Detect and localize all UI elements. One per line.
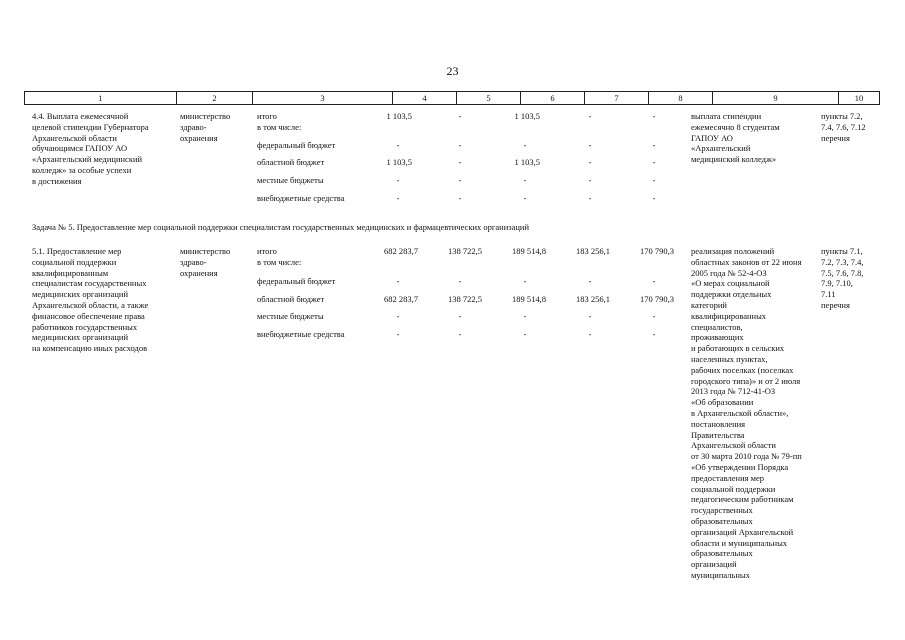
header-col-1: 1 <box>25 92 177 104</box>
value-5-1-r3-c1: - <box>458 311 462 321</box>
executor-4-4: министерство здраво- охранения <box>180 111 231 143</box>
source-local-5-1: местные бюджеты <box>257 311 324 321</box>
value-5-1-r1-c4: - <box>652 276 656 286</box>
value-5-1-r2-c0: 682 283,7 <box>384 294 418 304</box>
value-5-1-r1-c3: - <box>588 276 592 286</box>
value-4-4-r0-c2: 1 103,5 <box>514 111 540 121</box>
value-4-4-r2-c4: - <box>652 157 656 167</box>
value-5-1-r0-c3: 183 256,1 <box>576 246 610 256</box>
value-5-1-r0-c0: 682 283,7 <box>384 246 418 256</box>
header-col-3: 3 <box>253 92 393 104</box>
activity-5-1: 5.1. Предоставление мер социальной поддержки квалифицированным специалистам государственных медицинских организаций Архангельской области, а также финансовое обеспечение права работников государственных медицинских организаций на компенсацию иных расходов <box>32 246 149 354</box>
source-federal-4-4: федеральный бюджет <box>257 140 336 150</box>
value-5-1-r0-c1: 138 722,5 <box>448 246 482 256</box>
value-5-1-r4-c2: - <box>523 329 527 339</box>
value-5-1-r4-c3: - <box>588 329 592 339</box>
value-5-1-r4-c1: - <box>458 329 462 339</box>
value-4-4-r4-c1: - <box>458 193 462 203</box>
header-col-2: 2 <box>177 92 253 104</box>
source-extrabudget-5-1: внебюджетные средства <box>257 329 345 339</box>
value-4-4-r1-c4: - <box>652 140 656 150</box>
source-federal-5-1: федеральный бюджет <box>257 276 336 286</box>
value-5-1-r1-c0: - <box>396 276 400 286</box>
value-4-4-r3-c0: - <box>396 175 400 185</box>
value-4-4-r4-c0: - <box>396 193 400 203</box>
value-4-4-r4-c4: - <box>652 193 656 203</box>
value-4-4-r4-c3: - <box>588 193 592 203</box>
indicators-5-1: пункты 7.1, 7.2, 7.3, 7.4, 7.5, 7.6, 7.8, 7.9, 7.10, 7.11 перечня <box>821 246 864 310</box>
executor-5-1: министерство здраво- охранения <box>180 246 231 278</box>
value-4-4-r2-c0: 1 103,5 <box>386 157 412 167</box>
value-5-1-r2-c4: 170 790,3 <box>640 294 674 304</box>
value-4-4-r1-c1: - <box>458 140 462 150</box>
value-4-4-r0-c4: - <box>652 111 656 121</box>
value-5-1-r3-c0: - <box>396 311 400 321</box>
header-col-7: 7 <box>585 92 649 104</box>
value-5-1-r1-c2: - <box>523 276 527 286</box>
result-5-1: реализация положений областных законов от 22 июня 2005 года № 52-4-ОЗ «О мерах социальной поддержки отдельных категорий квалифицированных специалистов, проживающих и работающих в сельских населенных пунктах, рабочих поселках (поселках городского типа)» и от 2 июля 2013 года № 712-41-ОЗ «Об образовании в Архангельской области», постановления Правительства Архангельской области от 30 марта 2010 года № 79-пп «Об утверждении Порядка предоставления мер социальной поддержки педагогическим работникам государственных образовательных организаций Архангельской области и муниципальных образовательных организаций муниципальных <box>691 246 802 580</box>
indicators-4-4: пункты 7.2, 7.4, 7.6, 7.12 перечня <box>821 111 866 143</box>
value-5-1-r0-c2: 189 514,8 <box>512 246 546 256</box>
task-5-heading: Задача № 5. Предоставление мер социальной поддержки специалистам государственных медицинских и фармацевтических организаций <box>32 222 530 232</box>
value-5-1-r4-c0: - <box>396 329 400 339</box>
header-col-8: 8 <box>649 92 713 104</box>
value-4-4-r3-c1: - <box>458 175 462 185</box>
value-4-4-r1-c0: - <box>396 140 400 150</box>
result-4-4: выплата стипендии ежемесячно 8 студентам ГАПОУ АО «Архангельский медицинский колледж» <box>691 111 780 165</box>
value-4-4-r1-c3: - <box>588 140 592 150</box>
value-5-1-r3-c4: - <box>652 311 656 321</box>
source-regional-4-4: областной бюджет <box>257 157 325 167</box>
value-4-4-r0-c1: - <box>458 111 462 121</box>
source-total-4-4: итого в том числе: <box>257 111 302 132</box>
value-4-4-r3-c4: - <box>652 175 656 185</box>
value-5-1-r1-c1: - <box>458 276 462 286</box>
header-col-4: 4 <box>393 92 457 104</box>
value-4-4-r2-c1: - <box>458 157 462 167</box>
source-total-5-1: итого в том числе: <box>257 246 302 267</box>
source-extrabudget-4-4: внебюджетные средства <box>257 193 345 203</box>
table-header <box>24 91 880 105</box>
header-col-6: 6 <box>521 92 585 104</box>
value-4-4-r0-c0: 1 103,5 <box>386 111 412 121</box>
value-5-1-r3-c2: - <box>523 311 527 321</box>
source-local-4-4: местные бюджеты <box>257 175 324 185</box>
value-4-4-r3-c3: - <box>588 175 592 185</box>
value-5-1-r2-c1: 138 722,5 <box>448 294 482 304</box>
page-number: 23 <box>446 64 459 78</box>
header-col-9: 9 <box>713 92 839 104</box>
value-5-1-r0-c4: 170 790,3 <box>640 246 674 256</box>
header-col-10: 10 <box>854 93 864 103</box>
value-4-4-r1-c2: - <box>523 140 527 150</box>
activity-4-4: 4.4. Выплата ежемесячной целевой стипендии Губернатора Архангельской области обучающимся ГАПОУ АО «Архангельский медицинский колледж» за особые успехи в достижения <box>32 111 149 186</box>
value-4-4-r3-c2: - <box>523 175 527 185</box>
value-5-1-r2-c3: 183 256,1 <box>576 294 610 304</box>
value-4-4-r4-c2: - <box>523 193 527 203</box>
value-5-1-r3-c3: - <box>588 311 592 321</box>
value-4-4-r2-c3: - <box>588 157 592 167</box>
value-4-4-r2-c2: 1 103,5 <box>514 157 540 167</box>
value-4-4-r0-c3: - <box>588 111 592 121</box>
source-regional-5-1: областной бюджет <box>257 294 325 304</box>
header-col-5: 5 <box>457 92 521 104</box>
value-5-1-r4-c4: - <box>652 329 656 339</box>
value-5-1-r2-c2: 189 514,8 <box>512 294 546 304</box>
